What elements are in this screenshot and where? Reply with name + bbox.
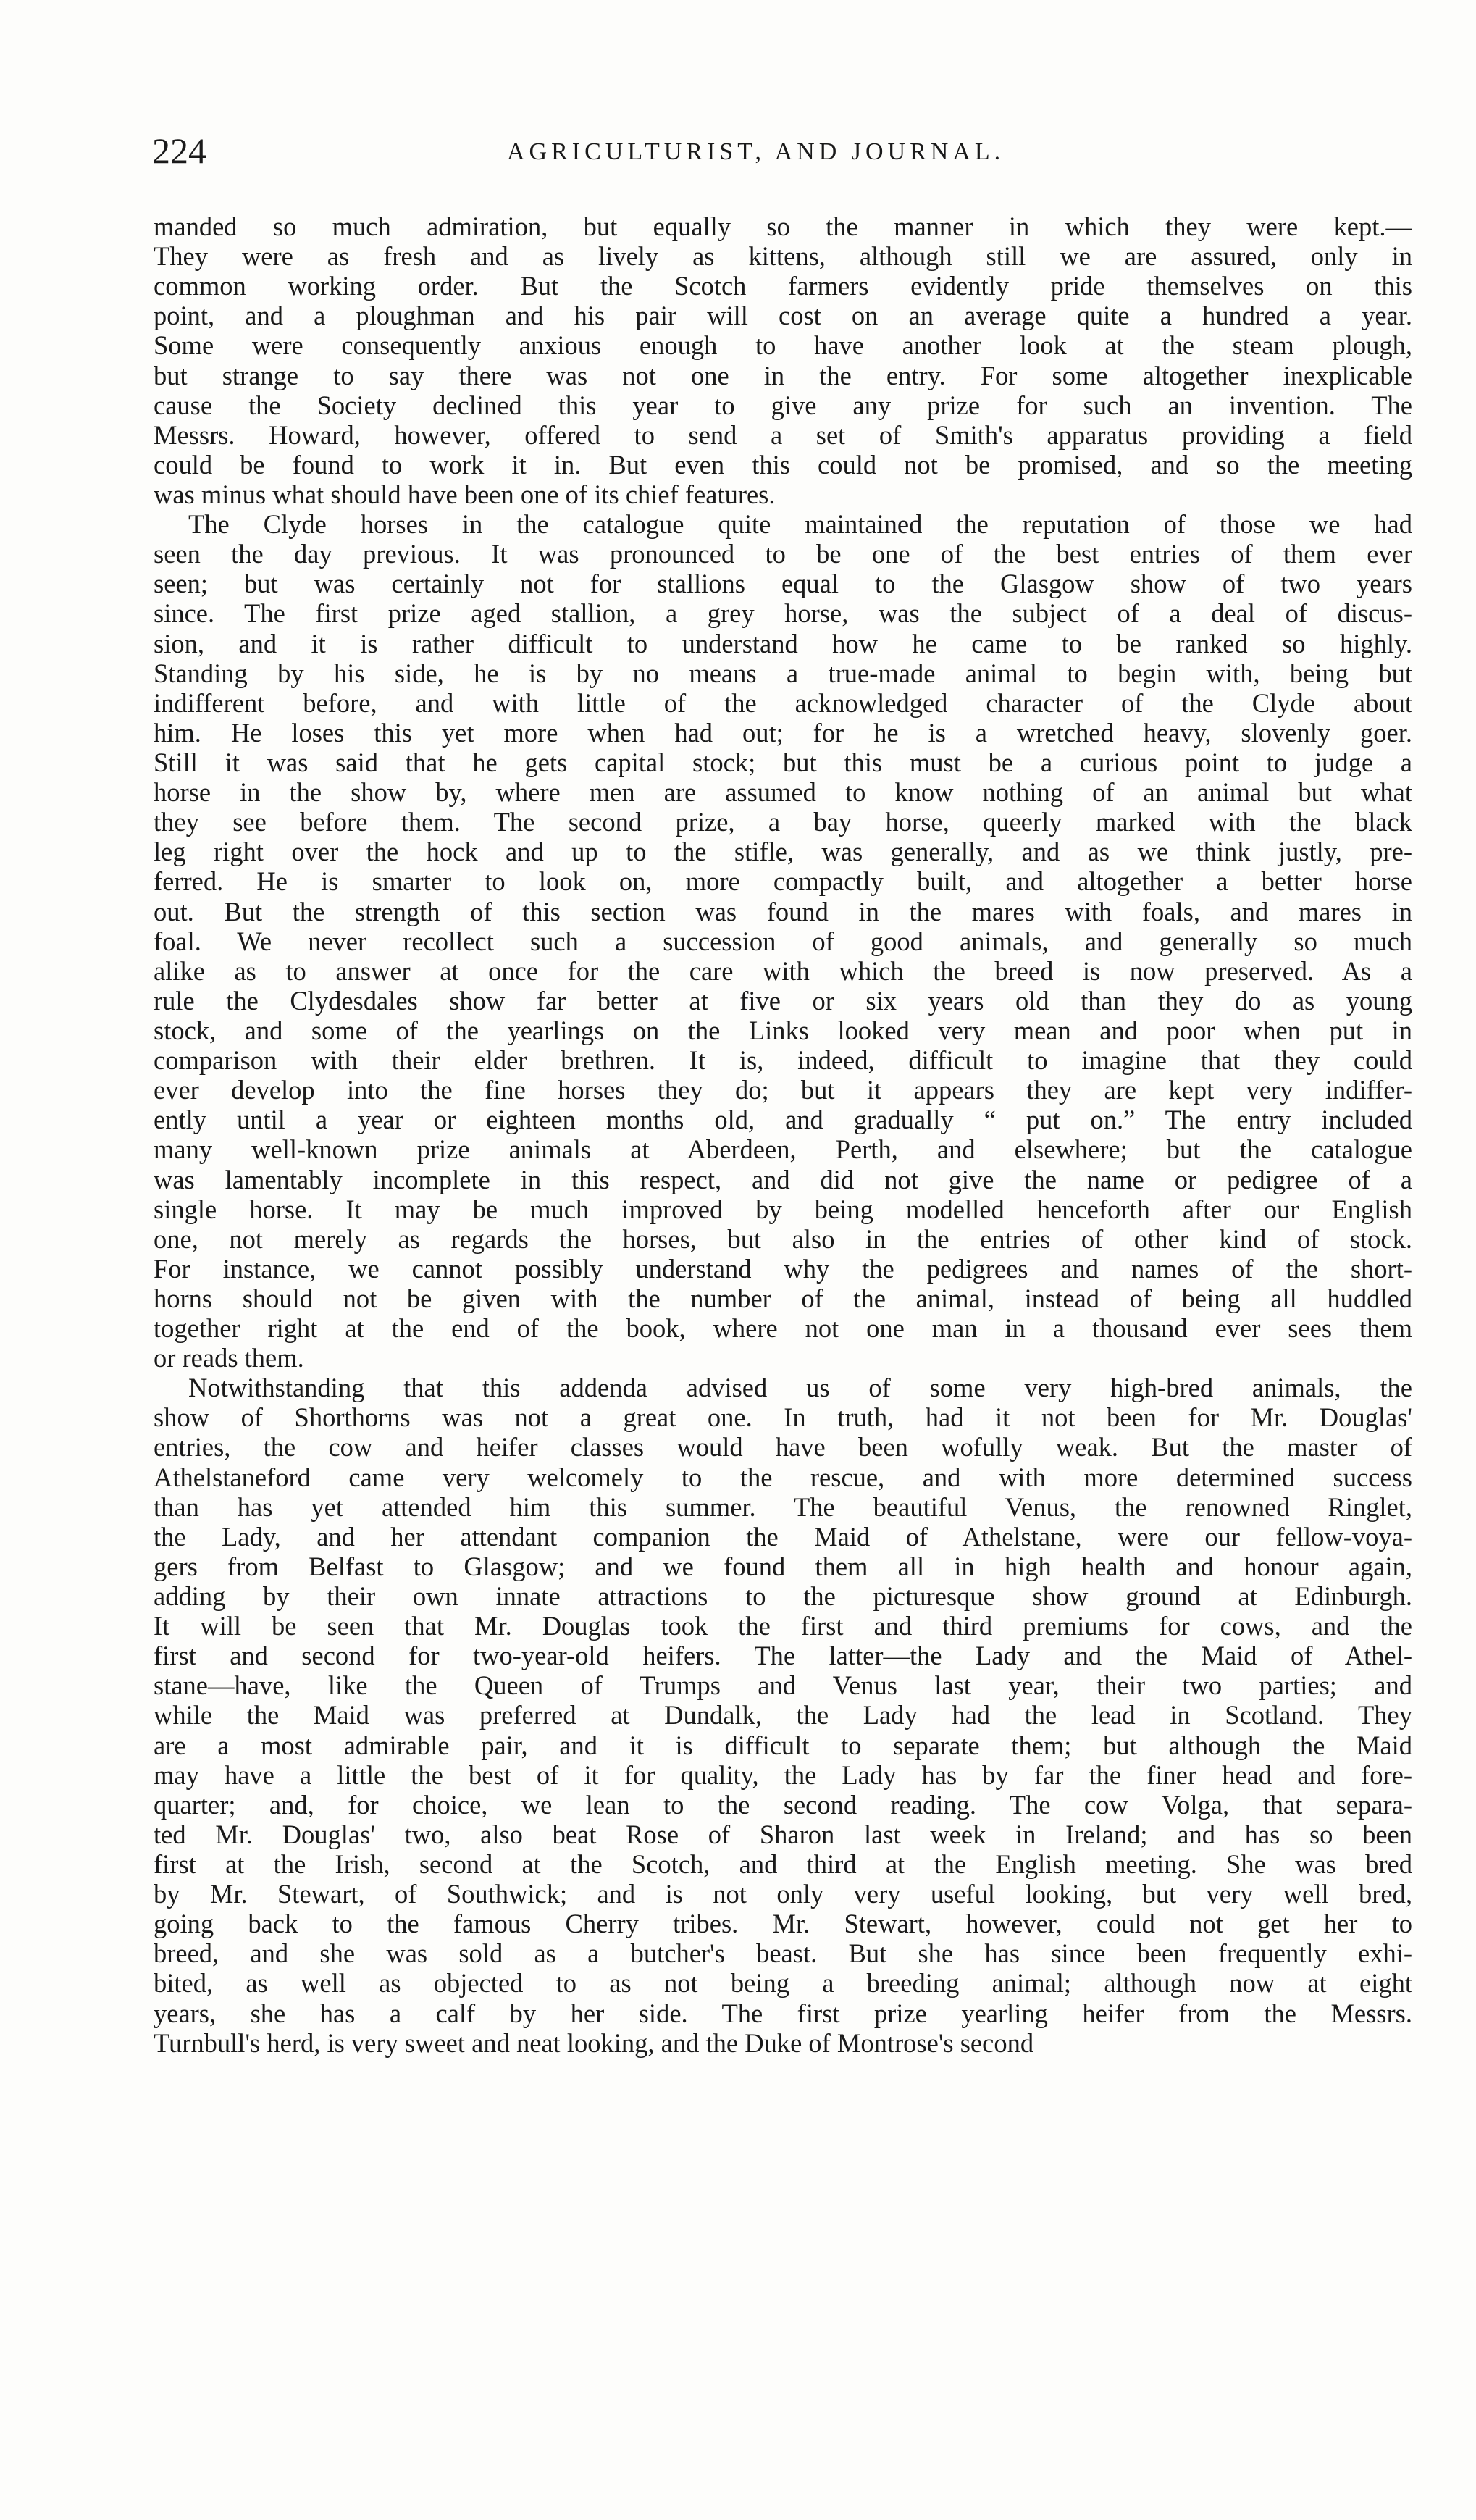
text-line: Standing by his side, he is by no means a true-made animal to begin with, being but	[154, 658, 1412, 688]
text-line: Messrs. Howard, however, offered to send a set of Smith's apparatus providing a field	[154, 419, 1412, 450]
text-line: ently until a year or eighteen months old, and gradually “ put on.” The entry included	[154, 1105, 1412, 1135]
text-line: ted Mr. Douglas' two, also beat Rose of Sharon last week in Ireland; and has so been	[154, 1819, 1412, 1849]
text-line: indifferent before, and with little of the acknowledged character of the Clyde about	[154, 687, 1412, 718]
text-line: together right at the end of the book, where not one man in a thousand ever sees them	[154, 1313, 1412, 1344]
text-line: are a most admirable pair, and it is difficult to separate them; but although the Maid	[154, 1730, 1412, 1760]
text-line: could be found to work it in. But even this could not be promised, and so the meeting	[154, 449, 1412, 480]
text-line: going back to the famous Cherry tribes. Mr. Stewart, however, could not get her to	[154, 1909, 1412, 1939]
text-line: Turnbull's herd, is very sweet and neat looking, and the Duke of Montrose's second	[154, 2027, 1034, 2058]
text-line: entries, the cow and heifer classes would have been wofully weak. But the master of	[154, 1432, 1412, 1462]
text-line: Notwithstanding that this addenda advised us of some very high-bred animals, the	[188, 1373, 1412, 1403]
text-line: one, not merely as regards the horses, but also in the entries of other kind of stock.	[154, 1223, 1412, 1254]
text-line: him. He loses this yet more when had out; for he is a wretched heavy, slovenly goer.	[154, 717, 1412, 748]
text-line: It will be seen that Mr. Douglas took the first and third premiums for cows, and the	[154, 1611, 1412, 1641]
text-line: Athelstaneford came very welcomely to the rescue, and with more determined success	[154, 1462, 1412, 1492]
text-line: or reads them.	[154, 1343, 304, 1373]
text-line: was lamentably incomplete in this respect, and did not give the name or pedigree of a	[154, 1164, 1412, 1194]
text-line: years, she has a calf by her side. The first prize yearling heifer from the Messrs.	[154, 1998, 1412, 2028]
text-line: than has yet attended him this summer. The beautiful Venus, the renowned Ringlet,	[154, 1491, 1412, 1522]
text-line: breed, and she was sold as a butcher's beast. But she has since been frequently exhi-	[154, 1938, 1412, 1969]
text-line: adding by their own innate attractions to the picturesque show ground at Edinburgh.	[154, 1581, 1412, 1612]
text-line: horns should not be given with the number of the animal, instead of being all huddled	[154, 1283, 1412, 1313]
text-line: many well-known prize animals at Aberdeen, Perth, and elsewhere; but the catalogue	[154, 1134, 1412, 1165]
text-line: first and second for two-year-old heifers. The latter—the Lady and the Maid of Athel-	[154, 1641, 1412, 1671]
text-line: For instance, we cannot possibly understand why the pedigrees and names of the short-	[154, 1253, 1412, 1284]
text-line: stock, and some of the yearlings on the Links looked very mean and poor when put in	[154, 1015, 1412, 1045]
text-line: single horse. It may be much improved by being modelled henceforth after our English	[154, 1194, 1412, 1224]
text-line: seen; but was certainly not for stallions equal to the Glasgow show of two years	[154, 569, 1412, 599]
text-line: but strange to say there was not one in the entry. For some altogether inexplicable	[154, 360, 1412, 390]
text-line: they see before them. The second prize, a bay horse, queerly marked with the black	[154, 807, 1412, 837]
text-line: Still it was said that he gets capital stock; but this must be a curious point to judge a	[154, 747, 1412, 777]
text-line: manded so much admiration, but equally so the manner in which they were kept.—	[154, 212, 1412, 241]
text-line: comparison with their elder brethren. It is, indeed, difficult to imagine that they could	[154, 1045, 1412, 1076]
paragraph	[154, 509, 1412, 1373]
body-text	[154, 212, 1412, 2058]
text-line: show of Shorthorns was not a great one. In truth, had it not been for Mr. Douglas'	[154, 1402, 1412, 1433]
paragraph	[154, 212, 1412, 509]
text-line: by Mr. Stewart, of Southwick; and is not only very useful looking, but very well bred,	[154, 1879, 1412, 1909]
text-line: was minus what should have been one of its chief features.	[154, 479, 776, 509]
text-line: horse in the show by, where men are assumed to know nothing of an animal but what	[154, 777, 1412, 808]
text-line: sion, and it is rather difficult to understand how he came to be ranked so highly.	[154, 628, 1412, 658]
text-line: cause the Society declined this year to give any prize for such an invention. The	[154, 390, 1412, 420]
text-line: They were as fresh and as lively as kittens, although still we are assured, only in	[154, 241, 1412, 272]
text-line: out. But the strength of this section was found in the mares with foals, and mares in	[154, 896, 1412, 926]
text-line: seen the day previous. It was pronounced to be one of the best entries of them ever	[154, 539, 1412, 569]
running-head	[152, 129, 1412, 172]
text-line: since. The first prize aged stallion, a grey horse, was the subject of a deal of discus-	[154, 598, 1412, 629]
text-line: gers from Belfast to Glasgow; and we found them all in high health and honour again,	[154, 1551, 1412, 1581]
text-line: the Lady, and her attendant companion the Maid of Athelstane, were our fellow-voya-	[154, 1521, 1412, 1552]
text-line: stane—have, like the Queen of Trumps and Venus last year, their two parties; and	[154, 1670, 1412, 1701]
running-title: AGRICULTURIST, AND JOURNAL.	[507, 138, 1005, 165]
paragraph	[154, 1373, 1412, 2058]
text-line: bited, as well as objected to as not being a breeding animal; although now at eight	[154, 1968, 1412, 1998]
text-line: may have a little the best of it for quality, the Lady has by far the finer head and fore-	[154, 1759, 1412, 1790]
text-line: The Clyde horses in the catalogue quite maintained the reputation of those we had	[188, 509, 1412, 540]
text-line: ferred. He is smarter to look on, more compactly built, and altogether a better horse	[154, 866, 1412, 897]
text-line: first at the Irish, second at the Scotch, and third at the English meeting. She was bred	[154, 1849, 1412, 1880]
text-line: alike as to answer at once for the care with which the breed is now preserved. As a	[154, 955, 1412, 986]
text-line: Some were consequently anxious enough to have another look at the steam plough,	[154, 330, 1412, 361]
text-line: while the Maid was preferred at Dundalk, the Lady had the lead in Scotland. They	[154, 1700, 1412, 1730]
text-line: ever develop into the fine horses they do; but it appears they are kept very indiffer-	[154, 1075, 1412, 1105]
text-line: quarter; and, for choice, we lean to the second reading. The cow Volga, that separa-	[154, 1789, 1412, 1820]
page-number: 224	[152, 130, 206, 171]
text-line: point, and a ploughman and his pair will cost on an average quite a hundred a year.	[154, 301, 1412, 331]
text-line: rule the Clydesdales show far better at five or six years old than they do as young	[154, 985, 1412, 1016]
text-line: foal. We never recollect such a succession of good animals, and generally so much	[154, 926, 1412, 956]
text-line: common working order. But the Scotch farmers evidently pride themselves on this	[154, 271, 1412, 301]
text-line: leg right over the hock and up to the stifle, was generally, and as we think justly, pre-	[154, 837, 1412, 867]
